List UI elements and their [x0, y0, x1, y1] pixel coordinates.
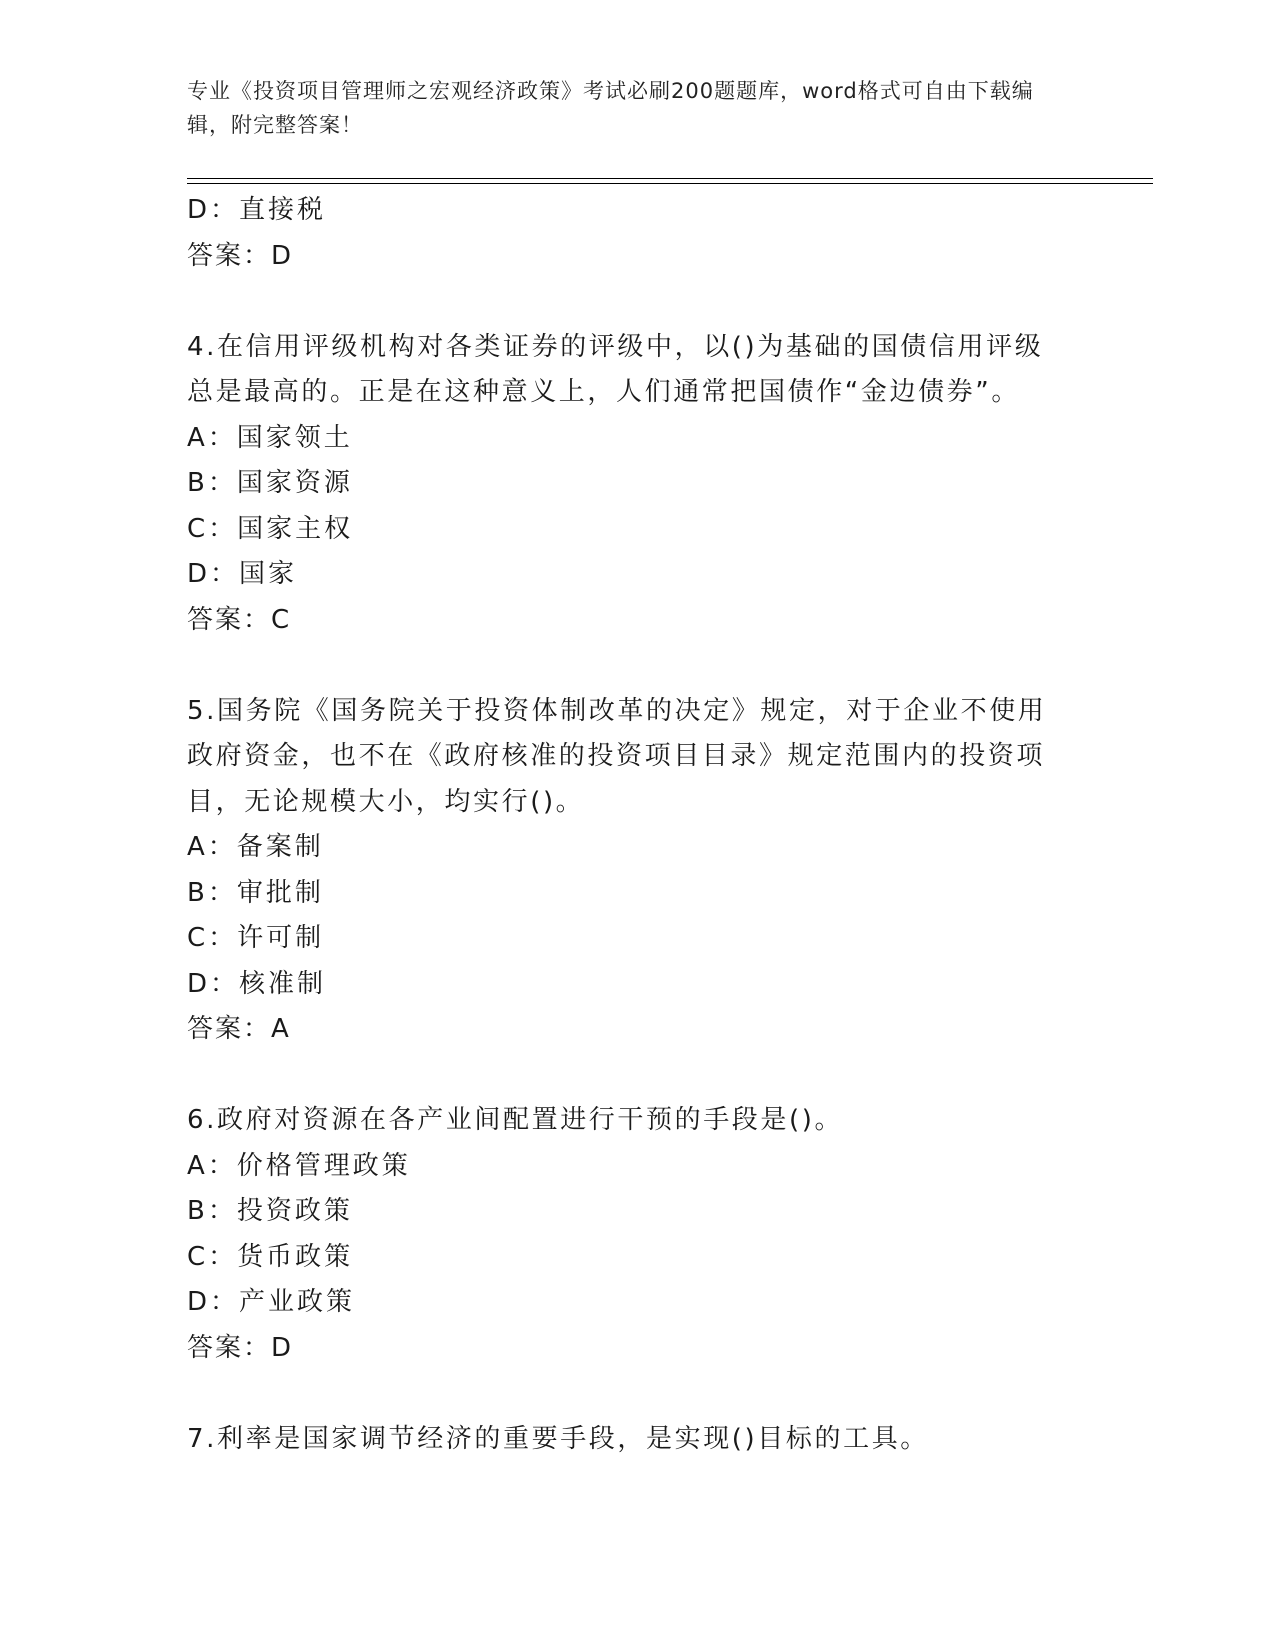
option-d: D：核准制 — [187, 968, 327, 999]
option-c: C：国家主权 — [187, 513, 354, 544]
option-b: B：国家资源 — [187, 468, 353, 498]
question-stem: 6.政府对资源在各产业间配置进行干预的手段是()。 — [187, 1105, 844, 1135]
spacer — [187, 1053, 1067, 1099]
spacer — [187, 279, 1067, 325]
question-stem: 7.利率是国家调节经济的重要手段，是实现()目标的工具。 — [187, 1423, 929, 1454]
option-c: C：许可制 — [187, 923, 325, 953]
answer-line: 答案：D — [187, 240, 294, 271]
option-b: B：投资政策 — [187, 1196, 353, 1226]
header-divider-bottom — [187, 183, 1153, 184]
option-d: D：直接税 — [187, 195, 327, 225]
option-d: D：国家 — [187, 559, 298, 589]
question-7 — [187, 1417, 1067, 1463]
question-6 — [187, 1098, 1067, 1371]
option-c: C：货币政策 — [187, 1241, 354, 1272]
question-list — [187, 188, 1067, 1462]
question-5 — [187, 689, 1067, 1053]
option-b: B：审批制 — [187, 877, 324, 908]
answer-line: 答案：C — [187, 604, 292, 635]
document-header: 专业《投资项目管理师之宏观经济政策》考试必刷200题题库，word格式可自由下载编辑，附完整答案！ — [187, 79, 1034, 137]
option-a: A：价格管理政策 — [187, 1150, 411, 1181]
header-divider-top — [187, 178, 1153, 179]
option-a: A：备案制 — [187, 832, 324, 862]
option-a: A：国家领土 — [187, 422, 353, 453]
spacer — [187, 1371, 1067, 1417]
spacer — [187, 643, 1067, 689]
answer-line: 答案：A — [187, 1014, 291, 1044]
option-d: D：产业政策 — [187, 1287, 356, 1317]
answer-line: 答案：D — [187, 1332, 294, 1363]
question-4 — [187, 325, 1067, 644]
question-stem: 5.国务院《国务院关于投资体制改革的决定》规定，对于企业不使用政府资金，也不在《政府核准的投资项目目录》规定范围内的投资项目，无论规模大小，均实行()。 — [187, 695, 1047, 817]
question-stem: 4.在信用评级机构对各类证券的评级中，以()为基础的国债信用评级总是最高的。正是在这种意义上，人们通常把国债作“金边债券”。 — [187, 331, 1044, 407]
